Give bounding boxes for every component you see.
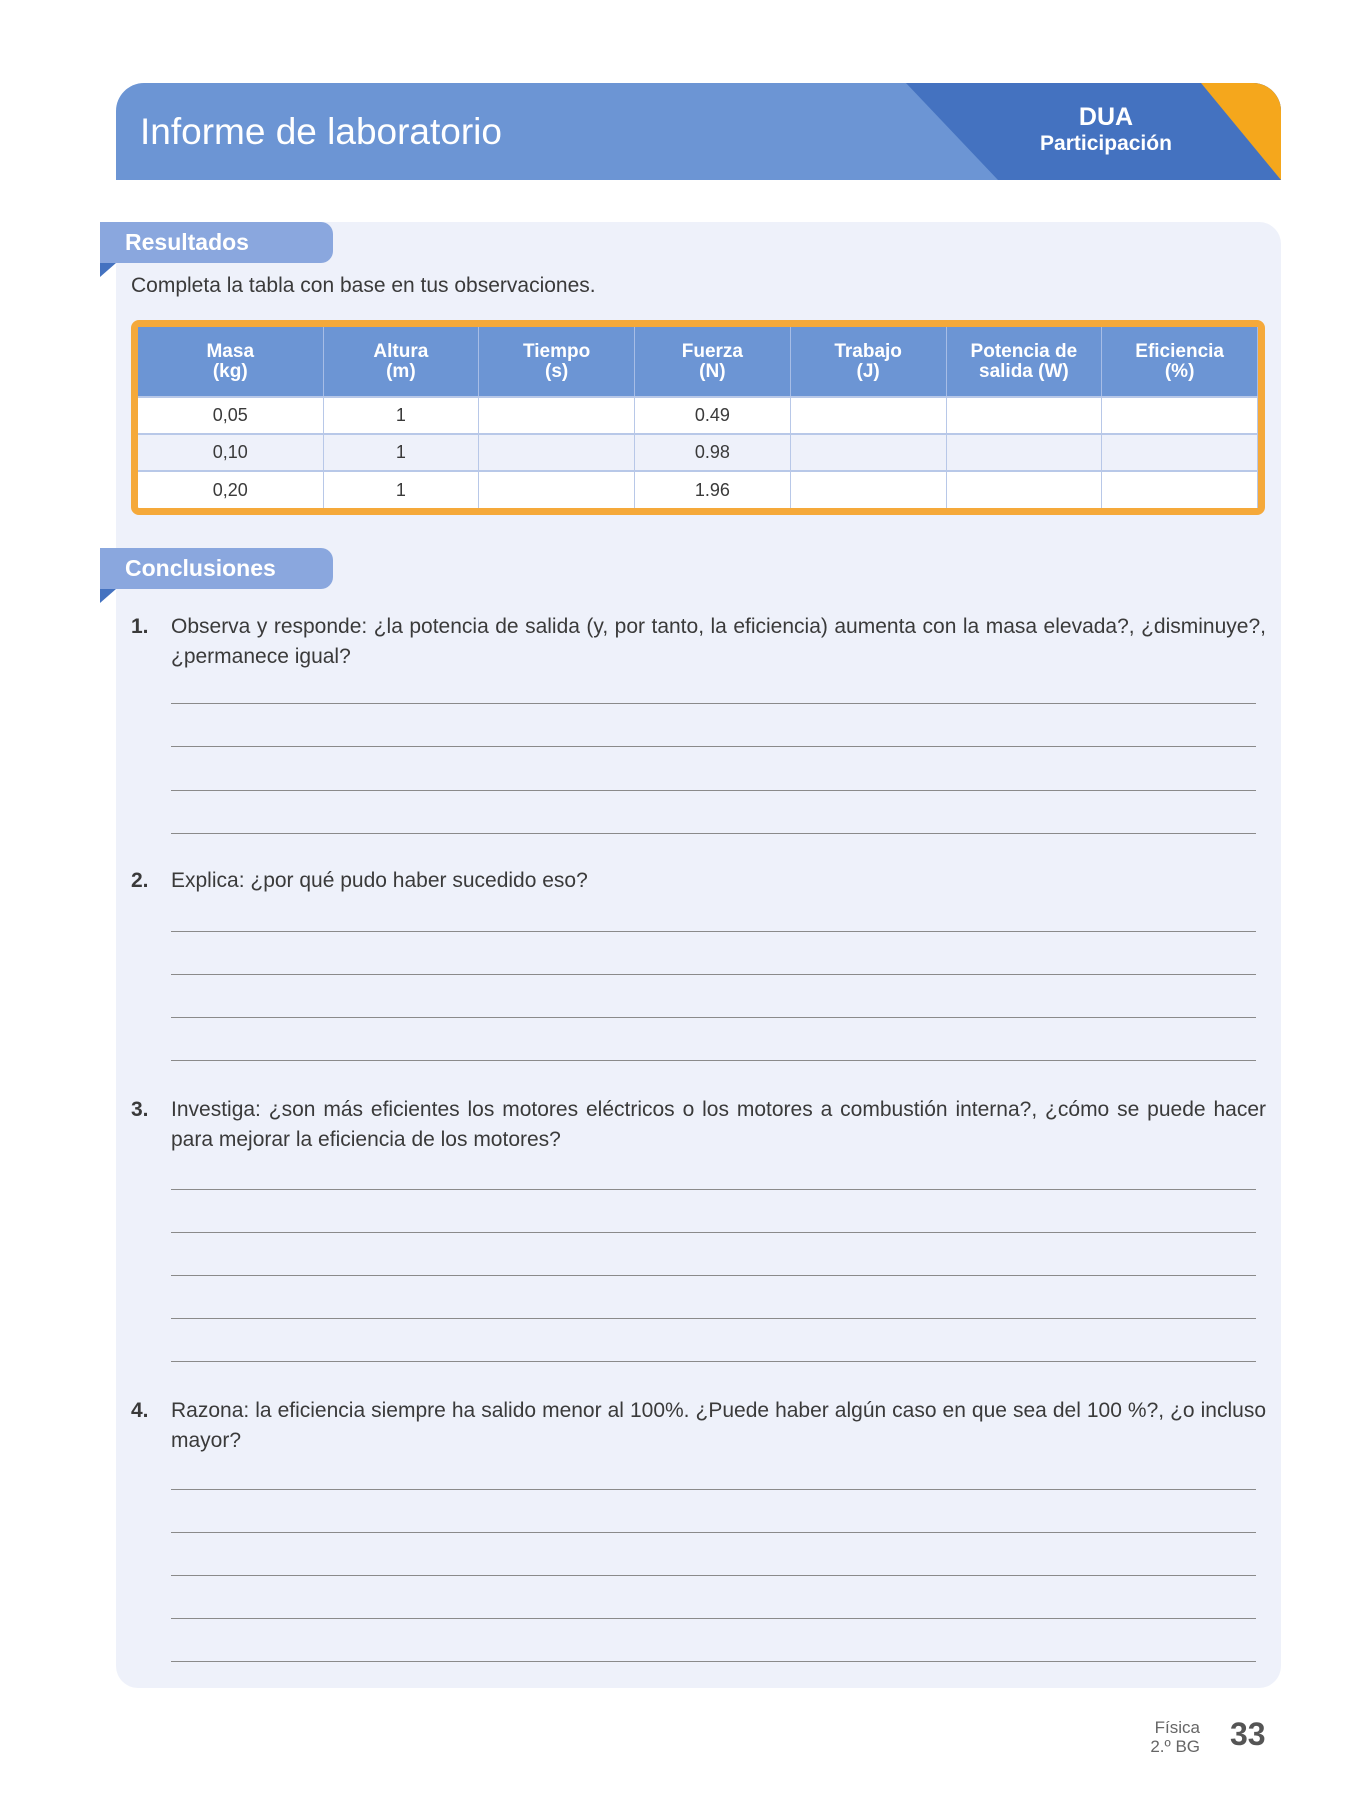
column-header xyxy=(1102,327,1258,397)
table-row xyxy=(138,434,1258,471)
dua-badge xyxy=(1016,103,1196,156)
column-header-line: Trabajo xyxy=(834,340,902,362)
column-header-line: Eficiencia xyxy=(1135,340,1224,362)
answer-line[interactable] xyxy=(171,1017,1256,1018)
column-header-line: salida (W) xyxy=(979,360,1069,382)
table-cell-empty[interactable] xyxy=(1102,397,1258,434)
column-header-line: (m) xyxy=(386,360,416,382)
table-cell-empty[interactable] xyxy=(790,397,946,434)
column-header-line: (kg) xyxy=(212,360,248,382)
table-row xyxy=(138,471,1258,508)
section-tab-conclusiones: Conclusiones xyxy=(100,548,333,589)
table-cell-empty[interactable] xyxy=(790,471,946,508)
table-cell: 0.49 xyxy=(635,397,791,434)
page-header xyxy=(116,83,1281,180)
column-header-line: (s) xyxy=(545,360,569,382)
table-cell: 1.96 xyxy=(635,471,791,508)
results-table xyxy=(131,320,1265,515)
answer-line[interactable] xyxy=(171,1189,1256,1190)
column-header-line: Potencia de xyxy=(970,340,1078,362)
footer-subject xyxy=(1100,1718,1200,1756)
table-cell: 1 xyxy=(323,397,479,434)
answer-line[interactable] xyxy=(171,1661,1256,1662)
question-number: 4. xyxy=(131,1399,149,1422)
answer-line[interactable] xyxy=(171,1618,1256,1619)
question xyxy=(131,1396,1266,1456)
column-header xyxy=(946,327,1102,397)
section-tab-resultados: Resultados xyxy=(100,222,333,263)
column-header xyxy=(479,327,635,397)
badge-subtitle: Participación xyxy=(1040,132,1172,155)
table-cell: 0.98 xyxy=(635,434,791,471)
answer-line[interactable] xyxy=(171,1060,1256,1061)
answer-line[interactable] xyxy=(171,1232,1256,1233)
column-header-line: (J) xyxy=(856,360,880,382)
question xyxy=(131,866,1266,896)
answer-line[interactable] xyxy=(171,974,1256,975)
column-header xyxy=(790,327,946,397)
answer-line[interactable] xyxy=(171,833,1256,834)
question xyxy=(131,1095,1266,1155)
question-text: Explica: ¿por qué pudo haber sucedido eso? xyxy=(171,869,588,892)
grade: 2.º BG xyxy=(1150,1737,1200,1756)
column-header-line: (%) xyxy=(1164,360,1195,382)
page-title: Informe de laboratorio xyxy=(140,111,502,152)
column-header-line: Tiempo xyxy=(523,340,591,362)
column-header-line: Masa xyxy=(206,340,255,362)
table-cell-empty[interactable] xyxy=(946,397,1102,434)
column-header xyxy=(138,327,323,397)
table-cell: 0,10 xyxy=(138,434,323,471)
table-cell: 0,20 xyxy=(138,471,323,508)
page-number: 33 xyxy=(1230,1716,1266,1752)
table-cell-empty[interactable] xyxy=(790,434,946,471)
table-cell-empty[interactable] xyxy=(479,471,635,508)
table-cell-empty[interactable] xyxy=(479,434,635,471)
answer-line[interactable] xyxy=(171,931,1256,932)
column-header-line: Fuerza xyxy=(681,340,743,362)
answer-line[interactable] xyxy=(171,1275,1256,1276)
column-header xyxy=(635,327,791,397)
answer-line[interactable] xyxy=(171,1361,1256,1362)
question-number: 2. xyxy=(131,869,149,892)
table-cell-empty[interactable] xyxy=(1102,434,1258,471)
column-header xyxy=(323,327,479,397)
instruction-text: Completa la tabla con base en tus observaciones. xyxy=(131,274,596,297)
question-text: Investiga: ¿son más eficientes los motores eléctricos o los motores a combustión interna?, ¿cómo se puede hacer para mejorar la eficiencia de los motores? xyxy=(171,1098,1266,1151)
table-cell-empty[interactable] xyxy=(479,397,635,434)
badge-title: DUA xyxy=(1078,103,1134,131)
table-cell: 1 xyxy=(323,434,479,471)
subject: Física xyxy=(1154,1718,1200,1737)
table-cell: 1 xyxy=(323,471,479,508)
answer-line[interactable] xyxy=(171,1318,1256,1319)
answer-line[interactable] xyxy=(171,1575,1256,1576)
answer-line[interactable] xyxy=(171,1532,1256,1533)
table-cell-empty[interactable] xyxy=(946,471,1102,508)
column-header-line: Altura xyxy=(373,340,429,362)
table-cell: 0,05 xyxy=(138,397,323,434)
answer-line[interactable] xyxy=(171,746,1256,747)
question-number: 3. xyxy=(131,1098,149,1121)
table-row xyxy=(138,397,1258,434)
table-cell-empty[interactable] xyxy=(946,434,1102,471)
question-text: Razona: la eficiencia siempre ha salido menor al 100%. ¿Puede haber algún caso en que sea del 100 %?, ¿o incluso mayor? xyxy=(171,1399,1266,1452)
answer-line[interactable] xyxy=(171,790,1256,791)
question-number: 1. xyxy=(131,615,149,638)
question xyxy=(131,612,1266,672)
table-cell-empty[interactable] xyxy=(1102,471,1258,508)
answer-line[interactable] xyxy=(171,1489,1256,1490)
column-header-line: (N) xyxy=(699,360,726,382)
question-text: Observa y responde: ¿la potencia de salida (y, por tanto, la eficiencia) aumenta con la masa elevada?, ¿disminuye?, ¿permanece igual? xyxy=(171,615,1266,668)
answer-line[interactable] xyxy=(171,703,1256,704)
